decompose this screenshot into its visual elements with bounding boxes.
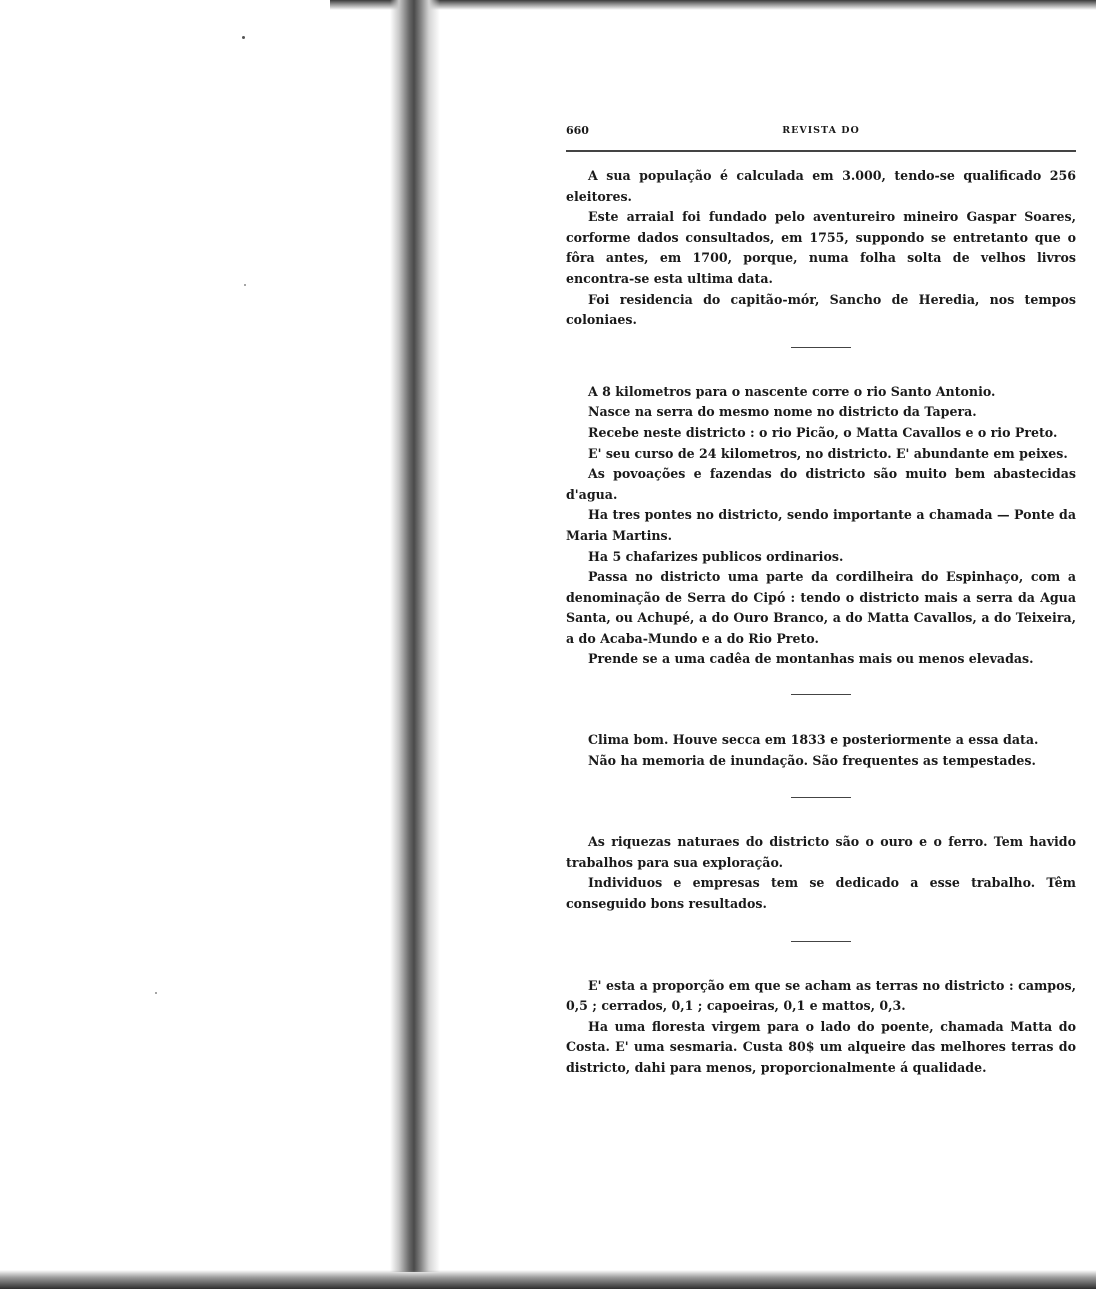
paragraph: Recebe neste districto : o rio Picão, o Matta Cavallos e o rio Preto.: [588, 424, 1058, 440]
section-land: [566, 976, 1076, 1079]
paragraph: Não ha memoria de inundação. São frequentes as tempestades.: [588, 752, 1036, 768]
paragraph: Clima bom. Houve secca em 1833 e posteriormente a essa data.: [588, 732, 1039, 748]
paragraph: Individuos e empresas tem se dedicado a esse trabalho. Têm conseguido bons resultados.: [566, 875, 1076, 912]
section-separator: [791, 694, 851, 695]
paragraph: As povoações e fazendas do districto são muito bem abastecidas d'agua.: [566, 466, 1076, 502]
header-rule: [566, 150, 1076, 152]
paragraph: E' esta a proporção em que se acham as terras no districto : campos, 0,5 ; cerrados, 0,1 ; capoeiras, 0,1 e mattos, 0,3.: [566, 977, 1076, 1014]
paragraph: A sua população é calculada em 3.000, tendo-se qualificado 256 eleitores.: [566, 168, 1076, 204]
paragraph: Foi residencia do capitão-mór, Sancho de Heredia, nos tempos coloniaes.: [566, 291, 1076, 328]
paragraph: Nasce na serra do mesmo nome no districto da Tapera.: [588, 404, 977, 420]
book-page: [566, 120, 1076, 1079]
section-separator: [791, 797, 851, 798]
scan-speck: [155, 992, 157, 994]
section-separator: [791, 347, 851, 348]
section-climate: [566, 730, 1076, 771]
page-number: 660: [566, 124, 589, 137]
book-gutter-shadow: [390, 0, 440, 1272]
paragraph: Passa no districto uma parte da cordilheira do Espinhaço, com a denominação de Serra do Cipó : tendo o districto mais a serra da Agua Santa, ou Achupé, a do Ouro Branco, a do Matta Cavallos, a do Teixeira, a do Acaba-Mundo e a do Rio Preto.: [566, 569, 1076, 646]
scan-top-edge: [330, 0, 1096, 10]
scan-speck: [242, 36, 245, 39]
section-rivers: [566, 382, 1076, 670]
running-header: [566, 120, 1076, 142]
paragraph: As riquezas naturaes do districto são o ouro e o ferro. Tem havido trabalhos para sua exploração.: [566, 834, 1076, 870]
scan-bottom-edge: [0, 1270, 1096, 1289]
paragraph: Prende se a uma cadêa de montanhas mais ou menos elevadas.: [588, 651, 1034, 667]
paragraph: A 8 kilometros para o nascente corre o rio Santo Antonio.: [588, 383, 996, 399]
paragraph: Ha tres pontes no districto, sendo importante a chamada — Ponte da Maria Martins.: [566, 507, 1076, 543]
paragraph: Este arraial foi fundado pelo aventureiro mineiro Gaspar Soares, corforme dados consultados, em 1755, suppondo se entretanto que o fôra antes, em 1700, porque, numa folha solta de velhos livros encontra-se esta ultima data.: [566, 209, 1076, 286]
running-title: REVISTA DO: [782, 125, 860, 136]
scan-speck: [244, 284, 246, 286]
paragraph: Ha uma floresta virgem para o lado do poente, chamada Matta do Costa. E' uma sesmaria. Custa 80$ um alqueire das melhores terras do districto, dahi para menos, proporcionalmente á qualidade.: [566, 1018, 1076, 1075]
paragraph: Ha 5 chafarizes publicos ordinarios.: [588, 548, 844, 564]
section-separator: [791, 941, 851, 942]
paragraph: E' seu curso de 24 kilometros, no districto. E' abundante em peixes.: [588, 445, 1068, 461]
section-natural-resources: [566, 832, 1076, 914]
section-population: [566, 166, 1076, 331]
